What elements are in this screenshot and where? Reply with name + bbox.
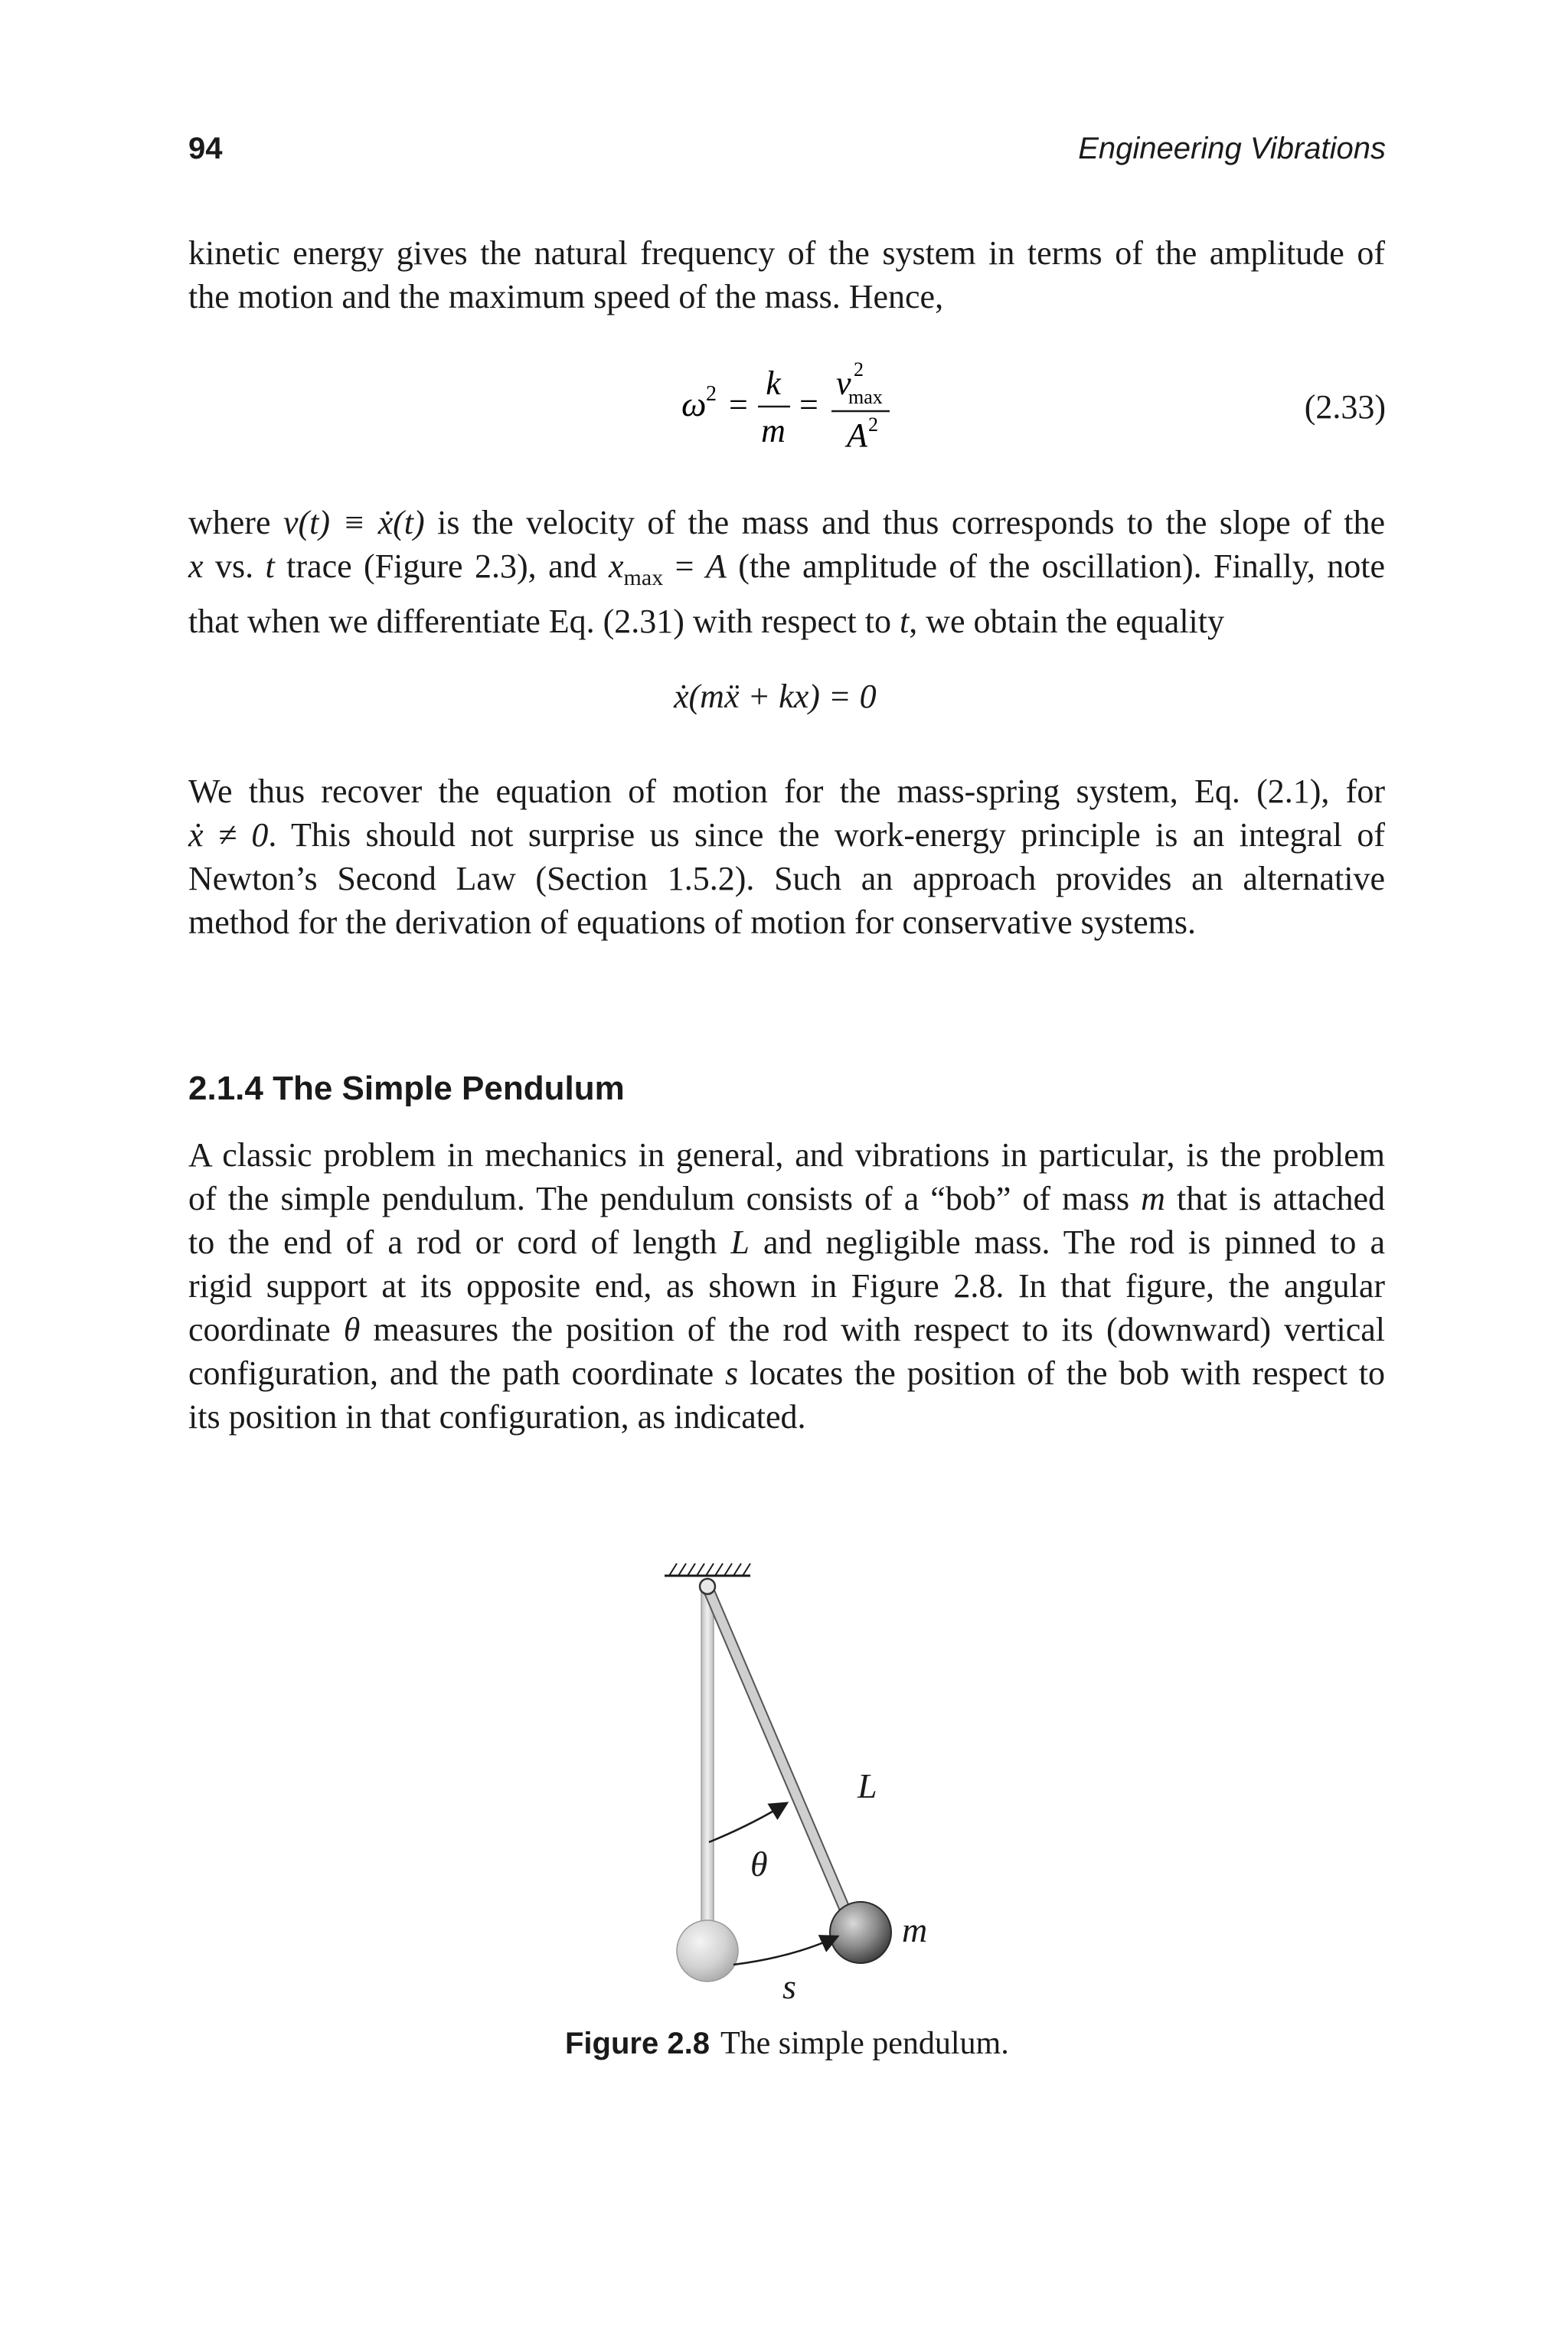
reference-bob <box>677 1920 738 1982</box>
math-inline: v(t) ≡ ẋ(t) <box>283 504 425 541</box>
text-segment: to the end of a rod or cord of length <box>188 1224 717 1261</box>
text-line: its position in that configuration, as indicated. <box>188 1398 806 1436</box>
pendulum-rod <box>703 1585 859 1934</box>
equation-2-33 <box>658 348 919 463</box>
equation-energy: ẋ(mẍ + kx) = 0 <box>674 678 877 715</box>
paragraph-1 <box>188 231 1385 319</box>
text-segment: locates the position of the bob with respect to <box>750 1354 1386 1392</box>
math-subscript: max <box>623 564 664 590</box>
text-segment: that is attached <box>1177 1180 1386 1217</box>
text-line <box>188 600 1385 643</box>
eq-v-exponent: 2 <box>854 358 864 381</box>
text-segment: = <box>675 547 694 585</box>
math-inline: t <box>265 547 275 585</box>
eq-v-subscript: max <box>848 386 883 408</box>
math-inline: m <box>1141 1180 1165 1217</box>
eq-k: k <box>766 364 781 402</box>
page-number: 94 <box>188 132 223 165</box>
pendulum-bob <box>830 1902 891 1963</box>
text-line: method for the derivation of equations of motion for conservative systems. <box>188 903 1197 941</box>
caption-text: The simple pendulum. <box>720 2026 1009 2061</box>
math-inline: s <box>725 1354 739 1392</box>
paragraph-3 <box>188 769 1385 944</box>
math-inline: t <box>899 602 910 640</box>
text-segment: , we obtain the equality <box>909 602 1224 640</box>
math-inline: θ <box>343 1311 361 1348</box>
text-line <box>188 1308 1385 1351</box>
text-segment: vs. <box>214 547 254 585</box>
running-title: Engineering Vibrations <box>1078 132 1386 165</box>
text-line <box>188 1177 1385 1220</box>
eq-omega: ω <box>681 384 707 423</box>
paragraph-2 <box>188 501 1385 643</box>
equation-number: (2.33) <box>1304 388 1386 426</box>
label-theta: θ <box>750 1844 768 1884</box>
ceiling-support <box>665 1563 750 1576</box>
math-inline: L <box>730 1224 750 1261</box>
pendulum-figure <box>643 1554 980 2006</box>
eq-equals-2: = <box>799 386 818 423</box>
text-line <box>188 813 1385 857</box>
eq-A: A <box>847 417 867 454</box>
text-segment: that when we differentiate Eq. (2.31) with respect to <box>188 602 891 640</box>
math-inline: ẋ ≠ 0 <box>188 816 269 854</box>
reference-rod <box>701 1588 714 1948</box>
text-line: Newton’s Second Law (Section 1.5.2). Such an approach provides an alternative <box>188 860 1385 897</box>
text-segment: and negligible mass. The rod is pinned to a <box>763 1224 1386 1261</box>
eq-A-exponent: 2 <box>868 413 878 436</box>
text-segment: of the simple pendulum. The pendulum consists of a “bob” of mass <box>188 1180 1130 1217</box>
math-inline: x <box>188 547 204 585</box>
text-line <box>188 1220 1385 1264</box>
label-m: m <box>902 1910 928 1949</box>
text-segment: (the amplitude of the oscillation). Finally, note <box>738 547 1386 585</box>
pivot-pin <box>700 1579 715 1594</box>
figure-caption <box>565 2025 1009 2062</box>
s-arc-arrow <box>733 1937 836 1965</box>
text-line <box>188 1351 1385 1395</box>
text-segment: measures the position of the rod with respect to its (downward) vertical <box>373 1311 1385 1348</box>
label-L: L <box>858 1766 877 1805</box>
text-line <box>188 544 1385 600</box>
section-heading: 2.1.4 The Simple Pendulum <box>188 1070 625 1107</box>
caption-label: Figure 2.8 <box>565 2027 710 2060</box>
text-line: We thus recover the equation of motion for the mass-spring system, Eq. (2.1), for <box>188 773 1385 810</box>
eq-m: m <box>761 412 786 449</box>
theta-arc-arrow <box>709 1804 786 1842</box>
label-s: s <box>782 1967 796 2006</box>
text-line <box>188 501 1385 544</box>
math-inline: A <box>705 547 727 585</box>
text-line: kinetic energy gives the natural frequency of the system in terms of the amplitude of <box>188 234 1385 272</box>
math-inline: x <box>609 547 624 585</box>
text-segment: where <box>188 504 271 541</box>
text-segment: coordinate <box>188 1311 331 1348</box>
text-segment: is the velocity of the mass and thus corresponds to the slope of the <box>437 504 1385 541</box>
text-line: rigid support at its opposite end, as shown in Figure 2.8. In that figure, the angular <box>188 1267 1385 1305</box>
eq-equals-1: = <box>729 386 748 423</box>
text-segment: configuration, and the path coordinate <box>188 1354 714 1392</box>
text-segment: trace (Figure 2.3), and <box>286 547 597 585</box>
text-line: the motion and the maximum speed of the mass. Hence, <box>188 278 944 315</box>
eq-v: v <box>836 364 851 402</box>
paragraph-4 <box>188 1133 1385 1439</box>
eq-omega-exponent: 2 <box>706 382 717 406</box>
text-line: A classic problem in mechanics in general, and vibrations in particular, is the problem <box>188 1136 1385 1174</box>
text-segment: . This should not surprise us since the work-energy principle is an integral of <box>268 816 1385 854</box>
